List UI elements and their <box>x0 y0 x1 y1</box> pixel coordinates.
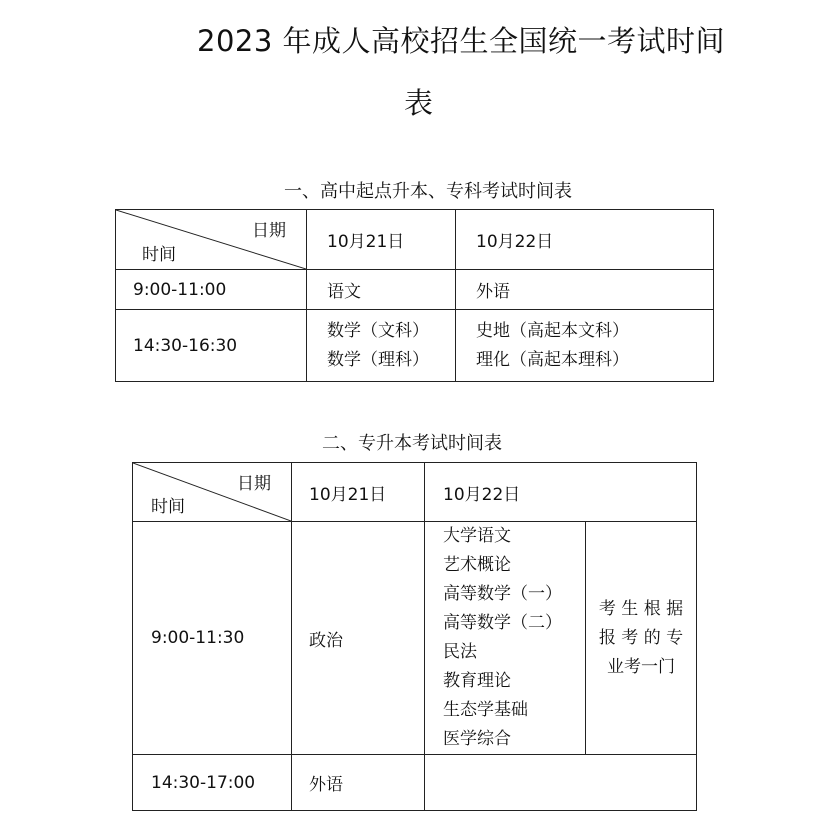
table-row <box>133 755 697 811</box>
header-col-day2 <box>456 210 714 270</box>
subject: 语文 <box>327 282 361 302</box>
day1-cell <box>292 755 425 811</box>
day2-subjects-cell <box>425 522 586 755</box>
subject: 艺术概论 <box>443 555 511 575</box>
document-title-line1: 2023 年成人高校招生全国统一考试时间 <box>197 24 726 58</box>
subject: 医学综合 <box>443 729 511 749</box>
header-diagonal-cell <box>133 463 292 522</box>
time-cell <box>133 522 292 755</box>
subject: 理化（高起本理科） <box>476 349 629 370</box>
time-value: 9:00-11:00 <box>133 279 227 300</box>
document-title-line2: 表 <box>404 86 434 120</box>
table-row <box>116 270 714 310</box>
subject: 数学（理科） <box>327 349 429 370</box>
section1-heading: 一、高中起点升本、专科考试时间表 <box>284 181 572 202</box>
subject: 高等数学（一） <box>443 584 562 604</box>
subject: 史地（高起本文科） <box>476 320 629 341</box>
time-label: 时间 <box>151 497 185 517</box>
subject: 高等数学（二） <box>443 613 562 633</box>
day2-note-cell <box>586 522 697 755</box>
col-day1-label: 10月21日 <box>327 232 405 252</box>
date-label: 日期 <box>252 221 286 241</box>
section2-heading: 二、专升本考试时间表 <box>322 433 502 454</box>
date-label: 日期 <box>237 474 271 494</box>
day2-cell <box>456 310 714 382</box>
subject: 外语 <box>476 282 510 302</box>
section2-table <box>132 462 697 811</box>
day2-cell <box>456 270 714 310</box>
day1-cell <box>307 310 456 382</box>
col-day2-label: 10月22日 <box>476 232 554 252</box>
subject: 政治 <box>309 630 343 651</box>
subject: 外语 <box>309 775 343 795</box>
header-col-day1 <box>307 210 456 270</box>
subject: 生态学基础 <box>443 700 528 720</box>
day2-cell <box>425 755 697 811</box>
subject: 大学语文 <box>443 526 511 546</box>
time-value: 14:30-16:30 <box>133 335 238 356</box>
time-cell <box>116 270 307 310</box>
note-line: 考 生 根 据 <box>598 598 684 619</box>
day1-cell <box>292 522 425 755</box>
time-cell <box>116 310 307 382</box>
day1-cell <box>307 270 456 310</box>
section1-table <box>115 209 714 382</box>
time-label: 时间 <box>142 245 176 265</box>
subject: 民法 <box>443 642 477 662</box>
time-value: 14:30-17:00 <box>151 772 256 793</box>
table-row <box>133 522 697 755</box>
time-cell <box>133 755 292 811</box>
header-col-day1 <box>292 463 425 522</box>
note-line: 业考一门 <box>607 656 675 677</box>
note-line: 报 考 的 专 <box>598 627 684 648</box>
subject: 数学（文科） <box>327 320 429 341</box>
time-value: 9:00-11:30 <box>151 628 245 648</box>
header-col-day2 <box>425 463 697 522</box>
col-day1-label: 10月21日 <box>309 484 387 505</box>
header-diagonal-cell <box>116 210 307 270</box>
subject: 教育理论 <box>443 671 511 691</box>
table-row <box>116 310 714 382</box>
col-day2-label: 10月22日 <box>443 484 521 505</box>
